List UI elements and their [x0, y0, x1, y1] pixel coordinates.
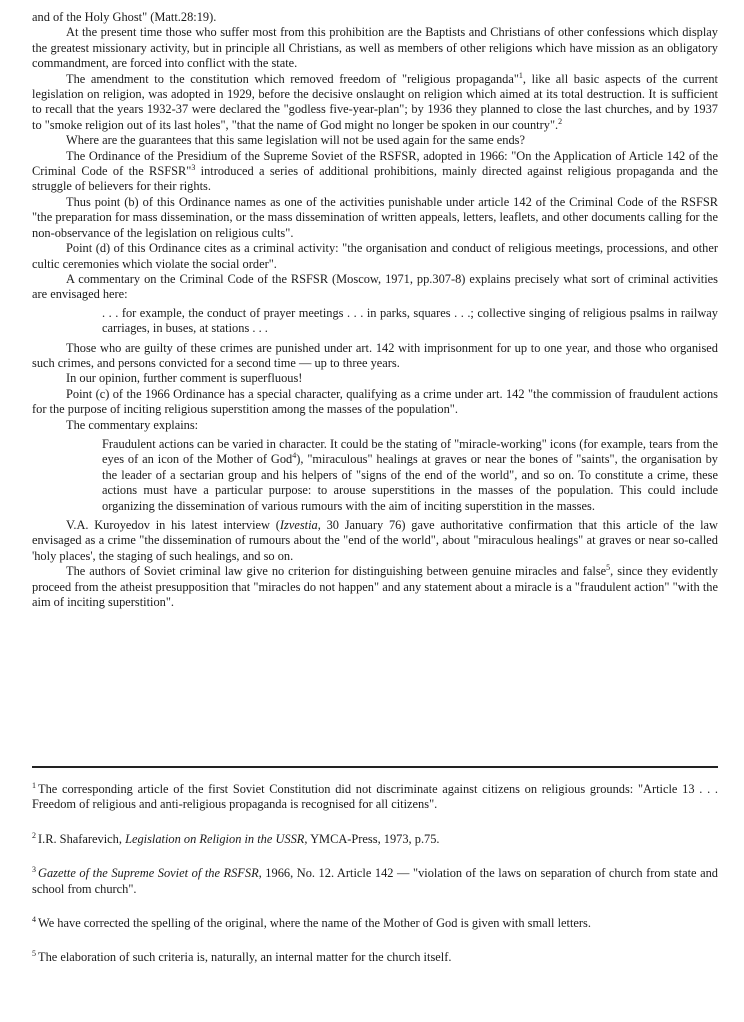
footnote-ref: 3: [191, 162, 196, 172]
paragraph: At the present time those who suffer most from this prohibition are the Baptists and Christians of other confessions which display the greatest missionary activity, but in principle all Christians, as well as members of other religions which have mission as an obligatory commandment, are forced into conflict with the state.: [32, 25, 718, 71]
footnote-divider: [32, 766, 718, 768]
footnote: $^2$ I.R. Shafarevich, Legislation on Religion in the USSR, YMCA-Press, 1973, p.75.: [32, 830, 440, 846]
paragraph: A commentary on the Criminal Code of the RSFSR (Moscow, 1971, pp.307-8) explains precisely what sort of criminal activities are envisaged here:: [32, 271, 718, 302]
footnote: $^5$ The elaboration of such criteria is, naturally, an internal matter for the church itself.: [32, 949, 452, 965]
footnote-ref: 1: [518, 70, 523, 80]
footnotes: [32, 782, 718, 985]
paragraph: The amendment to the constitution which removed freedom of "religious propaganda"$^1$, like all basic aspects of the current legislation on religion, was adopted in 1929, before the decisive onslaught on religion which aimed at its total destruction. It is sufficient to recall that the years 1932-37 were declared the "godless five-year-plan"; by 1936 they planned to close the last churches, and by 1937 to "smoke religion out of its last holes", "that the name of God might no longer be spoken in our country".$^2$: [32, 70, 719, 132]
footnote-ref: 4: [292, 451, 297, 461]
footnote-ref: 5: [606, 563, 611, 573]
paragraph: Point (c) of the 1966 Ordinance has a special character, qualifying as a crime under art. 142 "the commission of fraudulent actions for the purpose of inciting religious superstition among the masses of the population".: [32, 386, 718, 417]
footnote-ref: 2: [558, 116, 563, 126]
footnote-marker: 4: [32, 914, 36, 924]
paragraph: Point (d) of this Ordinance cites as a criminal activity: "the organisation and conduct of religious meetings, processions, and other cultic ceremonies which violate the social order".: [32, 241, 718, 271]
footnote: $^3$ Gazette of the Supreme Soviet of the RSFSR, 1966, No. 12. Article 142 — "violation of the laws on separation of church from state and school from church".: [32, 865, 718, 896]
publication-name: Izvestia: [279, 518, 318, 532]
footnote-marker: 3: [32, 865, 36, 875]
paragraph: In our opinion, further comment is superfluous!: [66, 371, 303, 386]
footnote-marker: 2: [32, 830, 36, 840]
paragraph: V.A. Kuroyedov in his latest interview (Izvestia, 30 January 76) gave authoritative confirmation that this article of the law envisaged as a crime "the dissemination of rumours about the "end of the world", about "miraculous healings" at graves or near so-called 'holy places', the staging of such healings, and so on.: [32, 518, 718, 563]
paragraph: Thus point (b) of this Ordinance names as one of the activities punishable under article 142 of the Criminal Code of the RSFSR "the preparation for mass dissemination, or the mass dissemination of written appeals, letters, leaflets, and other documents calling for the non-observance of the legislation on religious cults".: [32, 194, 718, 240]
paragraph: The commentary explains:: [66, 417, 199, 432]
footnote-marker: 5: [32, 949, 36, 959]
block-quote: Fraudulent actions can be varied in character. It could be the stating of "miracle-working" icons (for example, tears from the eyes of an icon of the Mother of God$^4$), "miraculous" healings at graves or near the bones of "saints", the organisation by the leader of a sectarian group and his helpers of "signs of the end of the world", and so on. To constitute a crime, these actions must have a particular purpose: to arouse superstitions in the masses of the population. This could include organizing the dissemination of various rumours with the aim of inciting superstition in the masses.: [102, 436, 718, 513]
main-text: [32, 10, 718, 610]
footnote: $^1$ The corresponding article of the first Soviet Constitution did not discriminate against citizens on religious grounds: "Article 13 . . . Freedom of religious and anti-religious propaganda is recognised for all citizens".: [32, 780, 718, 812]
paragraph: The Ordinance of the Presidium of the Supreme Soviet of the RSFSR, adopted in 1966: "On the Application of Article 142 of the Criminal Code of the RSFSR"$^3$ introduced a series of additional prohibitions, mainly directed against religious propaganda and the struggle of believers for their rights.: [32, 148, 718, 194]
paragraph: Where are the guarantees that this same legislation will not be used again for the same ends?: [66, 133, 525, 148]
footnote-marker: 1: [32, 780, 36, 790]
paragraph: Those who are guilty of these crimes are punished under art. 142 with imprisonment for up to one year, and those who organised such crimes, and persons convicted for a second time — up to three years.: [32, 340, 718, 370]
footnote: $^4$ We have corrected the spelling of the original, where the name of the Mother of God is given with small letters.: [32, 914, 591, 931]
paragraph: The authors of Soviet criminal law give no criterion for distinguishing between genuine miracles and false$^5$, since they evidently proceed from the atheist presupposition that "miracles do not happen" and any statement about a miracle is a "fraudulent action" "with the aim of inciting superstition".: [32, 563, 718, 610]
block-quote: . . . for example, the conduct of prayer meetings . . . in parks, squares . . .; collective singing of religious psalms in railway carriages, in buses, at stations . . .: [102, 305, 718, 336]
paragraph: and of the Holy Ghost" (Matt.28:19).: [32, 10, 217, 24]
